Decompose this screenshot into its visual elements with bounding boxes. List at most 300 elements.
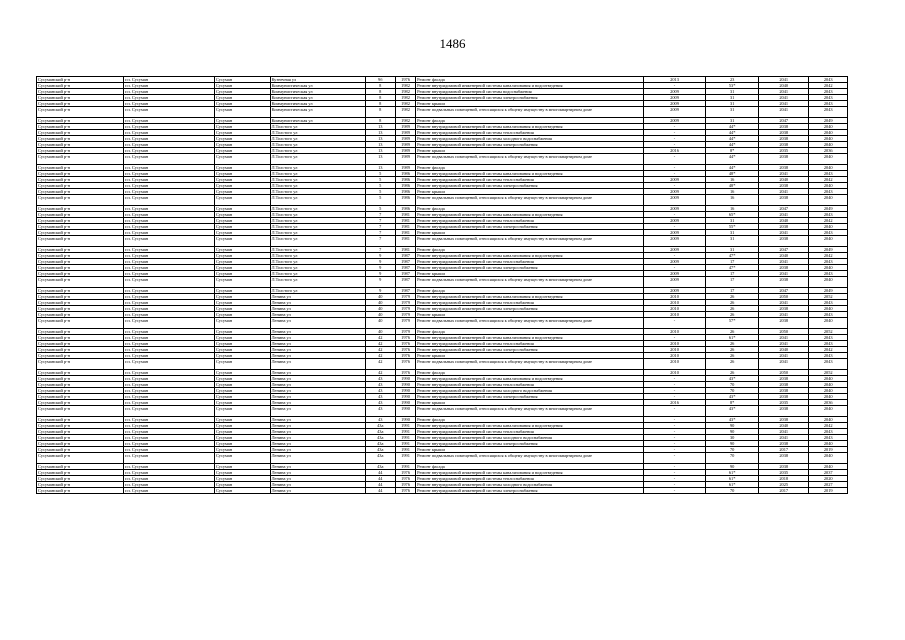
district-cell: Сусуманский р-н: [37, 154, 124, 165]
settlement-cell: г.п. Сусуман: [123, 212, 214, 218]
start-year-cell: 2038: [758, 382, 809, 388]
district-cell: Сусуманский р-н: [37, 107, 124, 118]
end-year-cell: 2040: [809, 382, 848, 388]
table-row: [37, 277, 848, 288]
end-year-cell: 2040: [809, 142, 848, 148]
work-type-cell: Ремонт внутридомовой инженерной системы канализования и водоотведения: [416, 470, 644, 476]
locality-cell: Сусуман: [214, 318, 270, 329]
district-cell: Сусуманский р-н: [37, 118, 124, 124]
year-built-cell: 1990: [395, 400, 415, 406]
wear-cell: 16: [706, 177, 759, 183]
district-cell: Сусуманский р-н: [37, 300, 124, 306]
district-cell: Сусуманский р-н: [37, 247, 124, 253]
year-built-cell: 1979: [395, 312, 415, 318]
wear-cell: 16: [706, 206, 759, 212]
street-cell: Л.Толстого ул: [270, 171, 365, 177]
district-cell: Сусуманский р-н: [37, 464, 124, 470]
start-year-cell: 2041: [758, 101, 809, 107]
start-year-cell: 2017: [758, 488, 809, 494]
locality-cell: Сусуман: [214, 165, 270, 171]
work-type-cell: Ремонт крыши: [416, 447, 644, 453]
settlement-cell: г.п. Сусуман: [123, 329, 214, 335]
end-year-cell: 2036: [809, 400, 848, 406]
wear-cell: 26: [706, 294, 759, 300]
settlement-cell: г.п. Сусуман: [123, 353, 214, 359]
work-type-cell: Ремонт фасада: [416, 118, 644, 124]
locality-cell: Сусуман: [214, 417, 270, 423]
end-year-cell: 2043: [809, 353, 848, 359]
start-year-cell: 2041: [758, 77, 809, 83]
district-cell: Сусуманский р-н: [37, 476, 124, 482]
locality-cell: Сусуман: [214, 435, 270, 441]
street-cell: Л.Толстого ул: [270, 154, 365, 165]
settlement-cell: г.п. Сусуман: [123, 417, 214, 423]
end-year-cell: 2052: [809, 329, 848, 335]
street-cell: Л.Толстого ул: [270, 136, 365, 142]
last-repair-cell: -: [643, 318, 706, 329]
street-cell: Ленина ул: [270, 335, 365, 341]
house-cell: 42: [365, 353, 395, 359]
end-year-cell: 2040: [809, 224, 848, 230]
street-cell: Л.Толстого ул: [270, 124, 365, 130]
house-cell: 8: [365, 118, 395, 124]
settlement-cell: г.п. Сусуман: [123, 435, 214, 441]
last-repair-cell: -: [643, 470, 706, 476]
last-repair-cell: 2013: [643, 77, 706, 83]
district-cell: Сусуманский р-н: [37, 341, 124, 347]
start-year-cell: 2047: [758, 247, 809, 253]
end-year-cell: 2040: [809, 130, 848, 136]
wear-cell: 61*: [706, 482, 759, 488]
street-cell: Коммунистическая ул: [270, 83, 365, 89]
street-cell: Ленина ул: [270, 423, 365, 429]
settlement-cell: г.п. Сусуман: [123, 306, 214, 312]
district-cell: Сусуманский р-н: [37, 335, 124, 341]
year-built-cell: 1990: [395, 388, 415, 394]
end-year-cell: 2042: [809, 177, 848, 183]
last-repair-cell: -: [643, 382, 706, 388]
end-year-cell: 2042: [809, 423, 848, 429]
table-row: [37, 359, 848, 370]
district-cell: Сусуманский р-н: [37, 189, 124, 195]
district-cell: Сусуманский р-н: [37, 370, 124, 376]
settlement-cell: г.п. Сусуман: [123, 89, 214, 95]
district-cell: Сусуманский р-н: [37, 388, 124, 394]
last-repair-cell: -: [643, 435, 706, 441]
end-year-cell: 2052: [809, 370, 848, 376]
house-cell: 42: [365, 359, 395, 370]
settlement-cell: г.п. Сусуман: [123, 142, 214, 148]
last-repair-cell: -: [643, 165, 706, 171]
year-built-cell: 1982: [395, 95, 415, 101]
district-cell: Сусуманский р-н: [37, 470, 124, 476]
end-year-cell: 2052: [809, 294, 848, 300]
last-repair-cell: -: [643, 183, 706, 189]
year-built-cell: 1986: [395, 177, 415, 183]
locality-cell: Сусуман: [214, 89, 270, 95]
house-cell: 5: [365, 171, 395, 177]
end-year-cell: 2043: [809, 312, 848, 318]
year-built-cell: 1979: [395, 318, 415, 329]
locality-cell: Сусуман: [214, 370, 270, 376]
settlement-cell: г.п. Сусуман: [123, 189, 214, 195]
house-cell: 8: [365, 95, 395, 101]
start-year-cell: 2050: [758, 370, 809, 376]
wear-cell: 31: [706, 236, 759, 247]
settlement-cell: г.п. Сусуман: [123, 394, 214, 400]
district-cell: Сусуманский р-н: [37, 206, 124, 212]
year-built-cell: 1986: [395, 195, 415, 206]
wear-cell: 23: [706, 77, 759, 83]
end-year-cell: 2040: [809, 388, 848, 394]
last-repair-cell: -: [643, 136, 706, 142]
year-built-cell: 1987: [395, 288, 415, 294]
district-cell: Сусуманский р-н: [37, 212, 124, 218]
district-cell: Сусуманский р-н: [37, 195, 124, 206]
year-built-cell: 1991: [395, 453, 415, 464]
work-type-cell: Ремонт крыши: [416, 271, 644, 277]
settlement-cell: г.п. Сусуман: [123, 230, 214, 236]
start-year-cell: 2038: [758, 154, 809, 165]
wear-cell: 26: [706, 312, 759, 318]
locality-cell: Сусуман: [214, 247, 270, 253]
start-year-cell: 2018: [758, 476, 809, 482]
settlement-cell: г.п. Сусуман: [123, 388, 214, 394]
wear-cell: 65*: [706, 212, 759, 218]
year-built-cell: 1982: [395, 101, 415, 107]
wear-cell: 70: [706, 382, 759, 388]
work-type-cell: Ремонт внутридомовой инженерной системы электроснабжения: [416, 306, 644, 312]
district-cell: Сусуманский р-н: [37, 447, 124, 453]
start-year-cell: 2041: [758, 189, 809, 195]
wear-cell: 90: [706, 423, 759, 429]
locality-cell: Сусуман: [214, 347, 270, 353]
wear-cell: 44*: [706, 154, 759, 165]
last-repair-cell: 2009: [643, 271, 706, 277]
settlement-cell: г.п. Сусуман: [123, 453, 214, 464]
start-year-cell: 2041: [758, 171, 809, 177]
work-type-cell: Ремонт подвальных помещений, относящихся к общему имуществу в многоквартирном доме: [416, 453, 644, 464]
street-cell: Коммунистическая ул: [270, 95, 365, 101]
locality-cell: Сусуман: [214, 388, 270, 394]
house-cell: 40: [365, 312, 395, 318]
wear-cell: 70: [706, 488, 759, 494]
wear-cell: 26: [706, 306, 759, 312]
year-built-cell: 1991: [395, 435, 415, 441]
start-year-cell: 2041: [758, 353, 809, 359]
work-type-cell: Ремонт крыши: [416, 312, 644, 318]
settlement-cell: г.п. Сусуман: [123, 294, 214, 300]
year-built-cell: 1991: [395, 423, 415, 429]
wear-cell: 48*: [706, 171, 759, 177]
start-year-cell: 2041: [758, 359, 809, 370]
house-cell: 9: [365, 277, 395, 288]
house-cell: 5: [365, 183, 395, 189]
house-cell: 43: [365, 406, 395, 417]
house-cell: 9: [365, 253, 395, 259]
work-type-cell: Ремонт внутридомовой инженерной системы канализования и водоотведения: [416, 423, 644, 429]
wear-cell: 31: [706, 118, 759, 124]
end-year-cell: 2043: [809, 77, 848, 83]
street-cell: Л.Толстого ул: [270, 224, 365, 230]
house-cell: 13: [365, 148, 395, 154]
street-cell: Ленина ул: [270, 464, 365, 470]
house-cell: 43а: [365, 453, 395, 464]
street-cell: Ленина ул: [270, 329, 365, 335]
end-year-cell: 2042: [809, 347, 848, 353]
work-type-cell: Ремонт подвальных помещений, относящихся к общему имуществу в многоквартирном доме: [416, 195, 644, 206]
end-year-cell: 2043: [809, 89, 848, 95]
start-year-cell: 2040: [758, 83, 809, 89]
wear-cell: 17: [706, 271, 759, 277]
street-cell: Коммунистическая ул: [270, 118, 365, 124]
last-repair-cell: 2016: [643, 400, 706, 406]
last-repair-cell: 2010: [643, 300, 706, 306]
work-type-cell: Ремонт внутридомовой инженерной системы канализования и водоотведения: [416, 294, 644, 300]
start-year-cell: 2038: [758, 130, 809, 136]
street-cell: Ленина ул: [270, 441, 365, 447]
locality-cell: Сусуман: [214, 353, 270, 359]
district-cell: Сусуманский р-н: [37, 406, 124, 417]
house-cell: 8: [365, 107, 395, 118]
work-type-cell: Ремонт внутридомовой инженерной системы водоснабжения: [416, 89, 644, 95]
locality-cell: Сусуман: [214, 441, 270, 447]
year-built-cell: 1981: [395, 218, 415, 224]
settlement-cell: г.п. Сусуман: [123, 359, 214, 370]
work-type-cell: Ремонт фасада: [416, 370, 644, 376]
year-built-cell: 1982: [395, 83, 415, 89]
end-year-cell: 2019: [809, 488, 848, 494]
district-cell: Сусуманский р-н: [37, 165, 124, 171]
year-built-cell: 1991: [395, 429, 415, 435]
district-cell: Сусуманский р-н: [37, 312, 124, 318]
last-repair-cell: 2009: [643, 277, 706, 288]
last-repair-cell: -: [643, 476, 706, 482]
end-year-cell: 2043: [809, 341, 848, 347]
year-built-cell: 1976: [395, 370, 415, 376]
start-year-cell: 2050: [758, 329, 809, 335]
house-cell: 43а: [365, 441, 395, 447]
street-cell: Ленина ул: [270, 353, 365, 359]
settlement-cell: г.п. Сусуман: [123, 224, 214, 230]
house-cell: 43а: [365, 447, 395, 453]
last-repair-cell: -: [643, 130, 706, 136]
wear-cell: 90: [706, 429, 759, 435]
street-cell: Л.Толстого ул: [270, 288, 365, 294]
year-built-cell: 1987: [395, 271, 415, 277]
settlement-cell: г.п. Сусуман: [123, 288, 214, 294]
settlement-cell: г.п. Сусуман: [123, 83, 214, 89]
wear-cell: 90: [706, 441, 759, 447]
house-cell: 43а: [365, 435, 395, 441]
locality-cell: Сусуман: [214, 312, 270, 318]
settlement-cell: г.п. Сусуман: [123, 300, 214, 306]
start-year-cell: 2038: [758, 388, 809, 394]
year-built-cell: 1986: [395, 189, 415, 195]
settlement-cell: г.п. Сусуман: [123, 341, 214, 347]
house-cell: 5: [365, 206, 395, 212]
start-year-cell: 2040: [758, 423, 809, 429]
street-cell: Коммунистическая ул: [270, 89, 365, 95]
last-repair-cell: -: [643, 406, 706, 417]
year-built-cell: 1989: [395, 136, 415, 142]
house-cell: 7: [365, 230, 395, 236]
street-cell: Ленина ул: [270, 376, 365, 382]
end-year-cell: 2043: [809, 429, 848, 435]
locality-cell: Сусуман: [214, 218, 270, 224]
locality-cell: Сусуман: [214, 464, 270, 470]
district-cell: Сусуманский р-н: [37, 230, 124, 236]
street-cell: Ленина ул: [270, 476, 365, 482]
district-cell: Сусуманский р-н: [37, 488, 124, 494]
last-repair-cell: -: [643, 394, 706, 400]
locality-cell: Сусуман: [214, 142, 270, 148]
work-type-cell: Ремонт внутридомовой инженерной системы холодного водоснабжения: [416, 482, 644, 488]
last-repair-cell: 2010: [643, 359, 706, 370]
work-type-cell: Ремонт внутридомовой инженерной системы канализования и водоотведения: [416, 253, 644, 259]
district-cell: Сусуманский р-н: [37, 236, 124, 247]
last-repair-cell: 2009: [643, 95, 706, 101]
locality-cell: Сусуман: [214, 453, 270, 464]
last-repair-cell: 2010: [643, 329, 706, 335]
street-cell: Ленина ул: [270, 429, 365, 435]
start-year-cell: 2035: [758, 148, 809, 154]
last-repair-cell: -: [643, 335, 706, 341]
start-year-cell: 2038: [758, 224, 809, 230]
street-cell: Ленина ул: [270, 370, 365, 376]
work-type-cell: Ремонт внутридомовой инженерной системы электроснабжения: [416, 441, 644, 447]
work-type-cell: Ремонт внутридомовой инженерной системы теплоснабжения: [416, 429, 644, 435]
locality-cell: Сусуман: [214, 195, 270, 206]
locality-cell: Сусуман: [214, 189, 270, 195]
end-year-cell: 2040: [809, 154, 848, 165]
wear-cell: 8*: [706, 400, 759, 406]
street-cell: Л.Толстого ул: [270, 259, 365, 265]
end-year-cell: 2043: [809, 271, 848, 277]
end-year-cell: 2049: [809, 118, 848, 124]
repair-schedule-table: [36, 76, 848, 494]
settlement-cell: г.п. Сусуман: [123, 206, 214, 212]
street-cell: Ленина ул: [270, 417, 365, 423]
year-built-cell: 1986: [395, 206, 415, 212]
start-year-cell: 2047: [758, 206, 809, 212]
end-year-cell: 2043: [809, 189, 848, 195]
wear-cell: 17: [706, 288, 759, 294]
wear-cell: 17: [706, 277, 759, 288]
house-cell: 9б: [365, 77, 395, 83]
last-repair-cell: 2009: [643, 236, 706, 247]
year-built-cell: 1976: [395, 476, 415, 482]
street-cell: Ленина ул: [270, 306, 365, 312]
locality-cell: Сусуман: [214, 394, 270, 400]
settlement-cell: г.п. Сусуман: [123, 130, 214, 136]
locality-cell: Сусуман: [214, 277, 270, 288]
street-cell: Л.Толстого ул: [270, 277, 365, 288]
wear-cell: 48*: [706, 183, 759, 189]
start-year-cell: 2038: [758, 464, 809, 470]
end-year-cell: 2049: [809, 288, 848, 294]
street-cell: Ленина ул: [270, 382, 365, 388]
year-built-cell: 1979: [395, 329, 415, 335]
last-repair-cell: -: [643, 142, 706, 148]
wear-cell: 26: [706, 329, 759, 335]
locality-cell: Сусуман: [214, 300, 270, 306]
work-type-cell: Ремонт подвальных помещений, относящихся к общему имуществу в многоквартирном доме: [416, 318, 644, 329]
locality-cell: Сусуман: [214, 329, 270, 335]
end-year-cell: 2027: [809, 482, 848, 488]
start-year-cell: 2035: [758, 470, 809, 476]
year-built-cell: 1976: [395, 359, 415, 370]
house-cell: 13: [365, 154, 395, 165]
district-cell: Сусуманский р-н: [37, 429, 124, 435]
end-year-cell: 2040: [809, 265, 848, 271]
district-cell: Сусуманский р-н: [37, 253, 124, 259]
start-year-cell: 2038: [758, 318, 809, 329]
locality-cell: Сусуман: [214, 83, 270, 89]
end-year-cell: 2049: [809, 247, 848, 253]
work-type-cell: Ремонт крыши: [416, 230, 644, 236]
wear-cell: 8*: [706, 148, 759, 154]
house-cell: 13: [365, 136, 395, 142]
work-type-cell: Ремонт внутридомовой инженерной системы канализования и водоотведения: [416, 376, 644, 382]
work-type-cell: Ремонт внутридомовой инженерной системы электроснабжения: [416, 142, 644, 148]
year-built-cell: 1982: [395, 118, 415, 124]
district-cell: Сусуманский р-н: [37, 294, 124, 300]
table-row: [37, 453, 848, 464]
wear-cell: 61*: [706, 470, 759, 476]
end-year-cell: 2040: [809, 318, 848, 329]
locality-cell: Сусуман: [214, 271, 270, 277]
street-cell: Л.Толстого ул: [270, 253, 365, 259]
settlement-cell: г.п. Сусуман: [123, 447, 214, 453]
page-number: 1486: [439, 36, 466, 51]
year-built-cell: 1987: [395, 253, 415, 259]
wear-cell: 61*: [706, 335, 759, 341]
wear-cell: 47*: [706, 265, 759, 271]
last-repair-cell: -: [643, 488, 706, 494]
district-cell: Сусуманский р-н: [37, 177, 124, 183]
locality-cell: Сусуман: [214, 101, 270, 107]
district-cell: Сусуманский р-н: [37, 453, 124, 464]
wear-cell: 43*: [706, 394, 759, 400]
end-year-cell: 2040: [809, 195, 848, 206]
year-built-cell: 1990: [395, 382, 415, 388]
start-year-cell: 2038: [758, 441, 809, 447]
house-cell: 9: [365, 259, 395, 265]
wear-cell: 55*: [706, 224, 759, 230]
settlement-cell: г.п. Сусуман: [123, 236, 214, 247]
end-year-cell: 2040: [809, 124, 848, 130]
street-cell: Л.Толстого ул: [270, 212, 365, 218]
end-year-cell: 2040: [809, 417, 848, 423]
start-year-cell: 2050: [758, 294, 809, 300]
last-repair-cell: 2009: [643, 288, 706, 294]
year-built-cell: 1981: [395, 224, 415, 230]
settlement-cell: г.п. Сусуман: [123, 488, 214, 494]
start-year-cell: 2041: [758, 335, 809, 341]
work-type-cell: Ремонт фасада: [416, 464, 644, 470]
last-repair-cell: 2009: [643, 189, 706, 195]
locality-cell: Сусуман: [214, 476, 270, 482]
last-repair-cell: 2009: [643, 247, 706, 253]
locality-cell: Сусуман: [214, 177, 270, 183]
house-cell: 43а: [365, 423, 395, 429]
start-year-cell: 2041: [758, 95, 809, 101]
settlement-cell: г.п. Сусуман: [123, 423, 214, 429]
last-repair-cell: -: [643, 83, 706, 89]
start-year-cell: 2038: [758, 183, 809, 189]
district-cell: Сусуманский р-н: [37, 183, 124, 189]
